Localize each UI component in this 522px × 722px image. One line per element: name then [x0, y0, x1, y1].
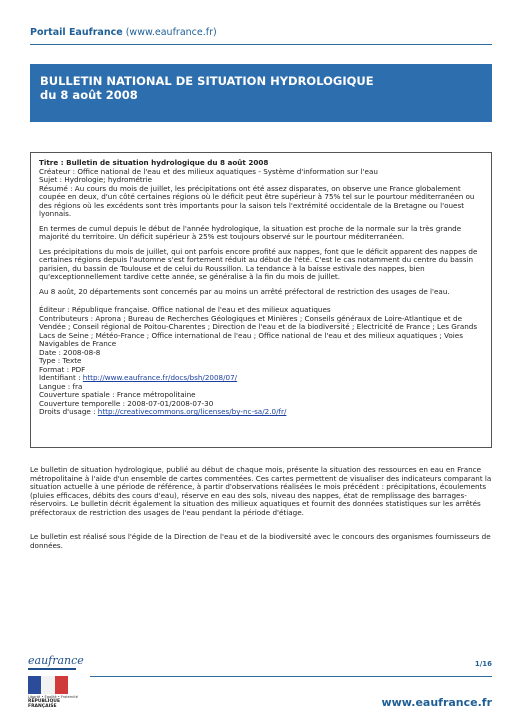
credits-paragraph: Le bulletin est réalisé sous l'égide de la Direction de l'eau et de la biodiversité avec le concours des organismes fournisseurs de données. [30, 532, 491, 550]
meta-couverture-temporelle: Couverture temporelle : 2008-07-01/2008-07-30 [39, 398, 214, 408]
footer-divider [90, 676, 492, 677]
footer-site-link[interactable]: www.eaufrance.fr [381, 696, 492, 709]
identifiant-label: Identifiant : [39, 373, 83, 382]
metadata-box [30, 152, 492, 448]
bulletin-title: BULLETIN NATIONAL DE SITUATION HYDROLOGIQUE [40, 74, 374, 88]
bulletin-date: du 8 août 2008 [40, 88, 138, 102]
meta-editeur: Éditeur : République française. Office national de l'eau et des milieux aquatiques [39, 305, 331, 314]
meta-type: Type : Texte [39, 356, 82, 365]
meta-droits [39, 408, 483, 417]
meta-createur: Créateur : Office national de l'eau et des milieux aquatiques - Système d'information sur l'eau [39, 166, 378, 176]
meta-identifiant [39, 374, 483, 383]
meta-titre: Titre : Bulletin de situation hydrologique du 8 août 2008 [39, 158, 269, 167]
droits-link[interactable]: http://creativecommons.org/licenses/by-nc-sa/2.0/fr/ [97, 407, 287, 416]
eaufrance-logo [28, 654, 88, 709]
meta-resume-p2: En termes de cumul depuis le début de l'année hydrologique, la situation est proche de la normale sur la très grande majorité du territoire. Un déficit supérieur à 25% est toujours observé sur le pourtour méditerranéen. [39, 223, 462, 241]
meta-sujet: Sujet : Hydrologie; hydrométrie [39, 175, 153, 184]
portal-url[interactable]: (www.eaufrance.fr) [125, 27, 217, 38]
republic-motto: Liberté • Égalité • Fraternité [28, 695, 78, 699]
meta-couverture-spatiale: Couverture spatiale : France métropolitaine [39, 390, 196, 399]
meta-resume: Résumé : Au cours du mois de juillet, les précipitations ont été assez disparates, on observe une France globalement coupée en deux, d'un côté certaines régions où le déficit peut être supérieur à 75% tel sur le pourtour méditerranéen ou des régions où les excédents sont très importants pour la saison tels l'extrémité occidentale de la Bretagne ou l'ouest lyonnais. [39, 183, 475, 218]
droits-label: Droits d'usage : [39, 407, 98, 416]
header-divider [30, 44, 492, 45]
logo-wordmark: eaufrance [28, 654, 84, 667]
meta-langue: Langue : fra [39, 381, 83, 391]
page-number: 1/16 [474, 660, 492, 668]
identifiant-link[interactable]: http://www.eaufrance.fr/docs/bsh/2008/07/ [82, 373, 238, 382]
meta-format: Format : PDF [39, 364, 86, 374]
portal-header [30, 27, 217, 38]
title-banner [30, 64, 492, 122]
logo-underline [28, 668, 76, 670]
intro-paragraph: Le bulletin de situation hydrologique, publié au début de chaque mois, présente la situation des ressources en eau en France métropolitaine à l'aide d'un ensemble de cartes commentées. Ces cartes permettent de visualiser des indicateurs comparant la situation actuelle à une période de référence, à partir d'observations réalisées le mois précédent : précipitations, écoulements (pluies efficaces, débits des cours d'eau), réserve en eau des sols, niveau des nappes, état de remplissage des barrages-réservoirs. Le bulletin décrit également la situation des milieux aquatiques et fournit des données statistiques sur les arrêtés préfectoraux de restriction des usages de l'eau pendant la période d'étiage. [30, 465, 492, 517]
republique-label: RÉPUBLIQUE FRANÇAISE [28, 699, 61, 709]
meta-contributeurs: Contributeurs : Aprona ; Bureau de Recherches Géologiques et Minières ; Conseils généraux de Loire-Atlantique et de Vendée ; Conseil régional de Poitou-Charentes ; Direction de l'eau et de la biodiversité ; Electricité de France ; Les Grands Lacs de Seine ; Météo-France ; Office international de l'eau ; Office national de l'eau et des milieux aquatiques ; Voies Navigables de France [39, 313, 478, 348]
portal-name: Portail Eaufrance [30, 27, 123, 38]
marianne-flag-icon [28, 676, 68, 694]
meta-resume-p4: Au 8 août, 20 départements sont concernés par au moins un arrêté préfectoral de restriction des usages de l'eau. [39, 286, 450, 296]
meta-date: Date : 2008-08-8 [39, 347, 101, 357]
meta-resume-p3: Les précipitations du mois de juillet, qui ont parfois encore profité aux nappes, font que le déficit apparent des nappes de certaines régions depuis l'automne s'est fortement réduit au début de l'été. C'est le cas notamment du centre du bassin parisien, du bassin de Toulouse et de celui du Roussillon. La tendance à la baisse estivale des nappes, bien qu'exceptionnellement tardive cette année, se généralise à la fin du mois de juillet. [39, 246, 478, 281]
